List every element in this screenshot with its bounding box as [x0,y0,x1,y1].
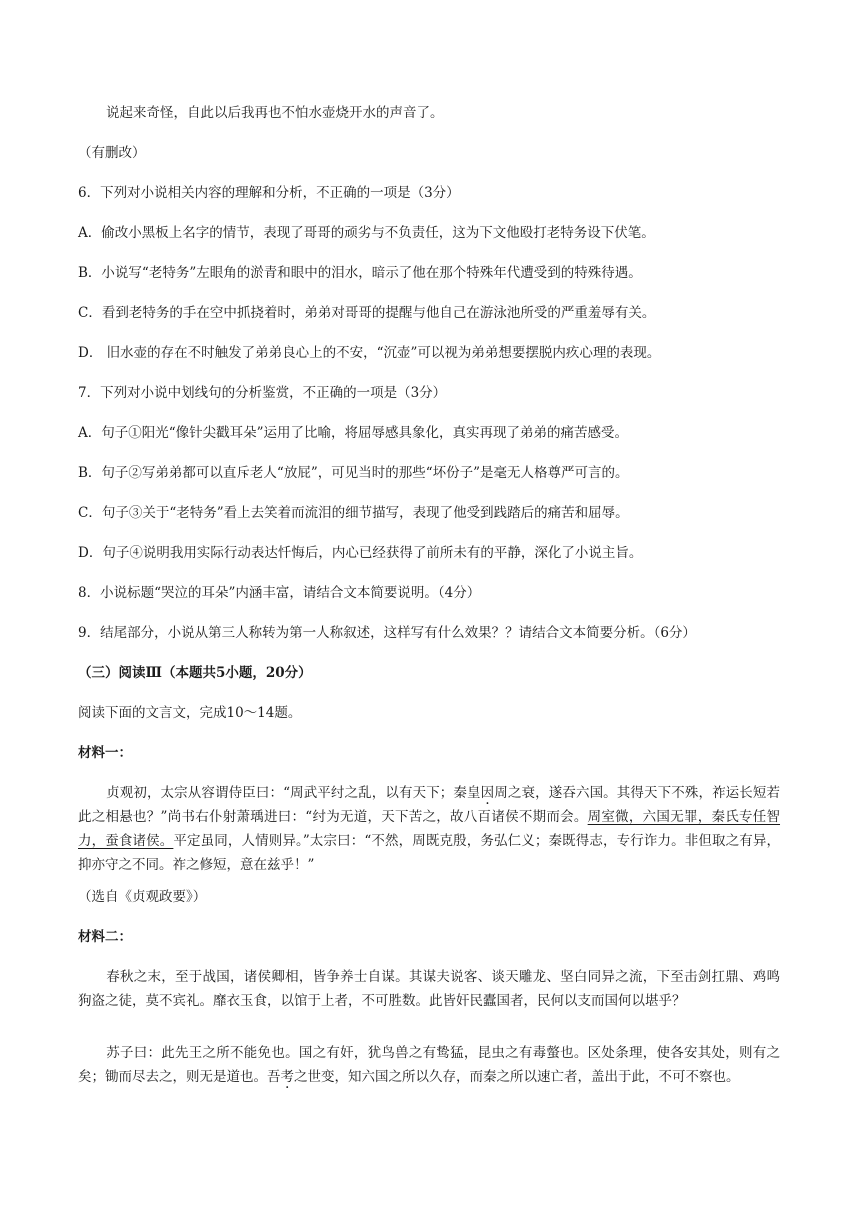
material-2-paragraph-2 [78,1041,780,1089]
underlined-sentence: 周室微，六国无罪，秦氏专任智力，蚕食诸侯。 [78,809,781,849]
question-7-option-d: D．句子④说明我用实际行动表达忏悔后，内心已经获得了前所未有的平静，深化了小说主旨。 [78,545,643,561]
emphasis-dot-char-2: 考 [280,1069,294,1085]
story-source-note: （有删改） [78,145,146,161]
question-6-option-b: B．小说写“老特务”左眼角的淤青和眼中的泪水，暗示了他在那个特殊年代遭受到的特殊待遇。 [78,265,642,281]
material-2-text-2b: 之世变，知六国之所以久存，而秦之所以速亡者，盖出于此，不可不察也。 [294,1069,740,1085]
story-ending-line: 说起来奇怪，自此以后我再也不怕水壶烧开水的声音了。 [106,105,444,121]
section-3-instruction: 阅读下面的文言文，完成10～14题。 [78,705,302,721]
section-3-heading: （三）阅读Ⅲ（本题共5小题，20分） [78,665,312,681]
material-1-source: （选自《贞观政要》） [78,889,207,905]
question-7-stem: 7．下列对小说中划线句的分析鉴赏，不正确的一项是（3分） [78,385,447,401]
emphasis-dot-char: 因 [480,785,495,801]
question-9: 9．结尾部分，小说从第三人称转为第一人称叙述，这样写有什么效果？？请结合文本简要分析。（6分） [78,625,696,641]
material-2-label: 材料二： [78,929,132,945]
material-1-label: 材料一： [78,745,132,761]
material-1-text-c: 平定虽同，人情则异。”太宗曰：“不然，周既克殷，务弘仁义；秦既得志，专行诈力。非但取之有异，抑亦守之不同。祚之修短，意在兹乎！” [78,833,780,873]
material-1-text-a: 贞观初，太宗从容谓侍臣曰：“周武平纣之乱，以有天下；秦皇 [106,785,481,801]
question-8: 8．小说标题“哭泣的耳朵”内涵丰富，请结合文本简要说明。（4分） [78,585,481,601]
question-6-option-a: A．偷改小黑板上名字的情节，表现了哥哥的顽劣与不负责任，这为下文他殴打老特务设下伏笔。 [78,225,655,241]
question-7-option-b: B．句子②写弟弟都可以直斥老人“放屁”，可见当时的那些“坏份子”是毫无人格尊严可言的。 [78,465,629,481]
material-2-paragraph-1 [78,965,780,1013]
material-1-text-b: 周之衰，遂吞六国。其得天下不殊，祚运长短若此之相悬也？”尚书右仆射萧瑀进曰：“纣为无道，天下苦之，故八百诸侯不期而会。 [78,785,781,825]
material-2-text-1: 春秋之末，至于战国，诸侯卿相，皆争养士自谋。其谋夫说客、谈天雕龙、坚白同异之流，下至击剑扛鼎、鸡鸣狗盗之徒，莫不宾礼。靡衣玉食，以馆于上者，不可胜数。此皆奸民蠹国者，民何以支而国何以堪乎？ [78,969,780,1009]
question-6-stem: 6．下列对小说相关内容的理解和分析，不正确的一项是（3分） [78,185,460,201]
question-7-option-a: A．句子①阳光“像针尖戳耳朵”运用了比喻，将屈辱感具象化，真实再现了弟弟的痛苦感受。 [78,425,629,441]
material-1-paragraph [78,781,780,877]
question-7-option-c: C．句子③关于“老特务”看上去笑着而流泪的细节描写，表现了他受到践踏后的痛苦和屈辱。 [78,505,629,521]
question-6-option-c: C．看到老特务的手在空中抓挠着时，弟弟对哥哥的提醒与他自己在游泳池所受的严重羞辱有关。 [78,305,656,321]
material-2-text-2a: 苏子曰：此先王之所不能免也。国之有奸，犹鸟兽之有鸷猛，昆虫之有毒螫也。区处条理，使各安其处，则有之矣；锄而尽去之，则无是道也。吾 [78,1045,780,1085]
question-6-option-d: D． 旧水壶的存在不时触发了弟弟良心上的不安，“沉壶”可以视为弟弟想要摆脱内疚心理的表现。 [78,345,661,361]
